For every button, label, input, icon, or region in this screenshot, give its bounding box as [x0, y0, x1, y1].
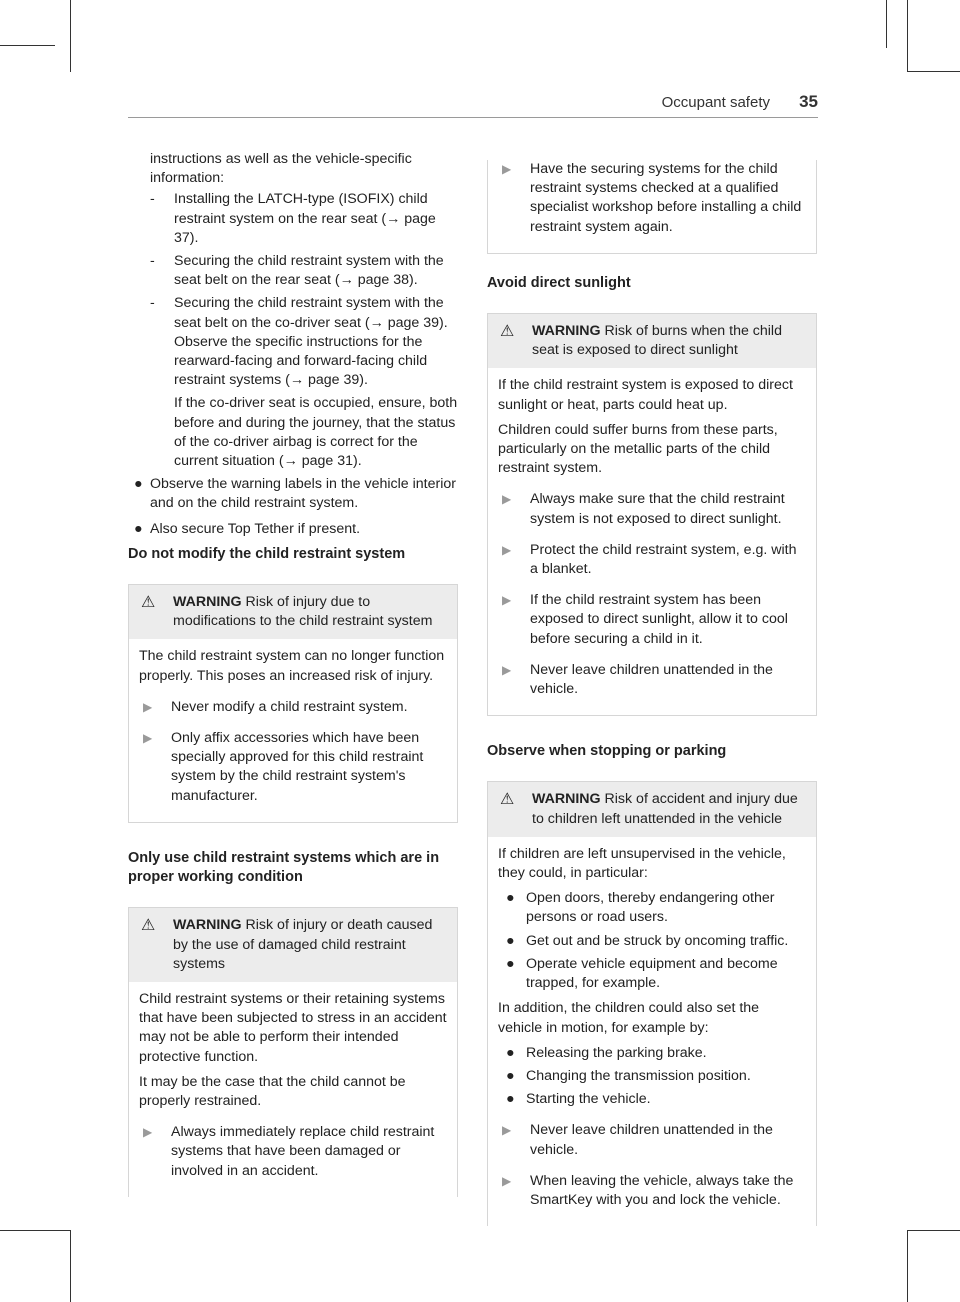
- warning-body: [129, 639, 457, 821]
- bullet-icon: ●: [134, 476, 143, 493]
- warning-text: The child restraint system can no longer function properly. This poses an increased risk of injury.: [139, 648, 445, 684]
- arrow-icon: ▶: [502, 1123, 512, 1138]
- list-item: [504, 889, 806, 927]
- warning-icon: ⚠: [500, 323, 515, 341]
- list-item-text: Observe the warning labels in the vehicle interior and on the child restraint system.: [150, 476, 456, 512]
- action-text: Only affix accessories which have been specially approved for this child restraint system by the child restraint system's manufacturer.: [171, 730, 424, 804]
- arrow-icon: ▶: [502, 542, 512, 557]
- section-title: Occupant safety: [661, 94, 770, 111]
- crop-mark: [907, 0, 908, 72]
- bullet-icon: ●: [506, 890, 515, 907]
- arrow-icon: ▶: [143, 699, 153, 714]
- crop-mark: [907, 1230, 960, 1231]
- list-item: [128, 475, 458, 513]
- section-heading: Observe when stopping or parking: [487, 743, 727, 760]
- left-column: [128, 150, 458, 1197]
- warning-box: [128, 907, 458, 1196]
- right-column: [487, 150, 817, 1226]
- action-text: Never leave children unattended in the vehicle.: [530, 1122, 773, 1158]
- list-item: [150, 190, 458, 248]
- bullet-icon: ●: [506, 955, 515, 972]
- list-item-text: Changing the transmission position.: [526, 1067, 751, 1084]
- warning-icon: ⚠: [141, 917, 156, 935]
- dash-marker: -: [150, 253, 155, 270]
- list-item-text: Also secure Top Tether if present.: [150, 520, 361, 537]
- crop-mark: [907, 1230, 908, 1302]
- list-item-text: Securing the child restraint system with the seat belt on the co-driver seat (→ page 39). Observe the specific instructions for the rearward-facing and forward-facing child restraint systems (→ page 39).: [174, 295, 448, 389]
- arrow-icon: ▶: [502, 162, 512, 176]
- warning-box: [128, 584, 458, 823]
- list-item-text: Installing the LATCH-type (ISOFIX) child restraint system on the rear seat (→ page 37).: [174, 191, 436, 246]
- warning-label: WARNING: [173, 917, 242, 934]
- list-item: [150, 252, 458, 290]
- dash-marker: -: [150, 295, 155, 312]
- arrow-icon: ▶: [502, 492, 512, 507]
- action-text: Never modify a child restraint system.: [171, 698, 408, 715]
- page-header: [128, 92, 818, 118]
- action-item: [498, 541, 806, 579]
- intro-text: instructions as well as the vehicle-specific information:: [150, 151, 412, 187]
- warning-text: In addition, the children could also set the vehicle in motion, for example by:: [498, 1000, 760, 1036]
- warning-text: Child restraint systems or their retaining systems that have been subjected to stress in an accident may not be able to perform their intended protective function.: [139, 990, 447, 1065]
- arrow-icon: ▶: [502, 593, 512, 608]
- bullet-icon: ●: [506, 1067, 515, 1084]
- list-item-text: Securing the child restraint system with the seat belt on the rear seat (→ page 38).: [174, 253, 444, 289]
- warning-header: [488, 314, 816, 368]
- section-heading: Do not modify the child restraint system: [128, 545, 406, 562]
- action-item: [498, 591, 806, 649]
- warning-text: If the child restraint system is exposed to direct sunlight or heat, parts could heat up.: [498, 377, 793, 413]
- action-text: Never leave children unattended in the vehicle.: [530, 661, 773, 698]
- action-item: [498, 1172, 806, 1210]
- list-item-text: Operate vehicle equipment and become trapped, for example.: [526, 955, 778, 992]
- section-heading: Avoid direct sunlight: [487, 274, 631, 291]
- warning-box-continued: [487, 160, 817, 254]
- action-item: [498, 160, 806, 237]
- warning-body: [129, 982, 457, 1197]
- warning-icon: ⚠: [141, 594, 156, 612]
- warning-body: [488, 160, 816, 253]
- warning-body: [488, 837, 816, 1226]
- list-item: [150, 294, 458, 390]
- dash-marker: -: [150, 191, 155, 208]
- section-heading: Only use child restraint systems which are in proper working condition: [128, 849, 440, 886]
- list-item: [504, 1067, 806, 1086]
- arrow-icon: ▶: [143, 1125, 153, 1140]
- warning-header: [129, 585, 457, 639]
- crop-mark: [0, 45, 55, 46]
- arrow-icon: ▶: [143, 731, 153, 746]
- action-item: [498, 1121, 806, 1159]
- action-text: Always make sure that the child restraint system is not exposed to direct sunlight.: [530, 491, 785, 527]
- action-text: Have the securing systems for the child restraint systems checked at a qualified specialist workshop before installing a child restraint system again.: [530, 161, 802, 235]
- action-text: If the child restraint system has been exposed to direct sunlight, allow it to cool before securing a child in it.: [530, 592, 788, 647]
- action-item: [139, 729, 447, 806]
- list-item: [504, 955, 806, 993]
- bullet-icon: ●: [134, 520, 143, 537]
- action-text: Protect the child restraint system, e.g. with a blanket.: [530, 541, 797, 578]
- action-text: Always immediately replace child restraint systems that have been damaged or involved in an accident.: [171, 1124, 435, 1179]
- warning-title: Risk of burns when the child seat is exposed to direct sunlight: [532, 323, 782, 359]
- crop-mark: [886, 0, 887, 48]
- warning-text: It may be the case that the child cannot be properly restrained.: [139, 1073, 406, 1109]
- warning-header: [129, 908, 457, 982]
- action-item: [498, 661, 806, 699]
- bullet-icon: ●: [506, 1044, 515, 1061]
- list-item: [504, 1044, 806, 1063]
- dash-note: If the co-driver seat is occupied, ensure, both before and during the journey, that the status of the co-driver airbag is correct for the current situation (→ page 31).: [174, 395, 458, 470]
- action-item: [139, 1123, 447, 1181]
- crop-mark: [70, 1230, 71, 1302]
- list-item: [504, 932, 806, 951]
- list-item-text: Releasing the parking brake.: [526, 1044, 707, 1061]
- action-item: [498, 490, 806, 528]
- warning-label: WARNING: [532, 323, 601, 340]
- warning-box: [487, 781, 817, 1226]
- header-rule: [128, 117, 818, 118]
- warning-body: [488, 368, 816, 715]
- crop-mark: [0, 1230, 71, 1231]
- warning-title: Risk of injury due to modifications to the child restraint system: [173, 594, 433, 630]
- list-item-text: Open doors, thereby endangering other persons or road users.: [526, 890, 775, 926]
- list-item-text: Starting the vehicle.: [526, 1091, 651, 1108]
- warning-label: WARNING: [532, 791, 601, 808]
- warning-header: [488, 782, 816, 836]
- list-item: [504, 1090, 806, 1109]
- action-text: When leaving the vehicle, always take the SmartKey with you and lock the vehicle.: [530, 1172, 794, 1208]
- warning-icon: ⚠: [500, 791, 515, 809]
- warning-box: [487, 313, 817, 716]
- warning-title: Risk of injury or death caused by the use of damaged child restraint systems: [173, 917, 433, 972]
- warning-title: Risk of accident and injury due to children left unattended in the vehicle: [532, 791, 798, 827]
- list-item: [128, 520, 458, 539]
- arrow-icon: ▶: [502, 662, 512, 677]
- warning-label: WARNING: [173, 594, 242, 611]
- warning-text: Children could suffer burns from these parts, particularly on the metallic parts of the child restraint system.: [498, 421, 778, 477]
- bullet-icon: ●: [506, 932, 515, 949]
- bullet-icon: ●: [506, 1091, 515, 1108]
- crop-mark: [907, 71, 960, 72]
- arrow-icon: ▶: [502, 1173, 512, 1188]
- page-number: 35: [799, 92, 818, 111]
- list-item-text: Get out and be struck by oncoming traffic.: [526, 932, 789, 949]
- crop-mark: [70, 0, 71, 72]
- action-item: [139, 698, 447, 717]
- warning-text: If children are left unsupervised in the vehicle, they could, in particular:: [498, 845, 786, 882]
